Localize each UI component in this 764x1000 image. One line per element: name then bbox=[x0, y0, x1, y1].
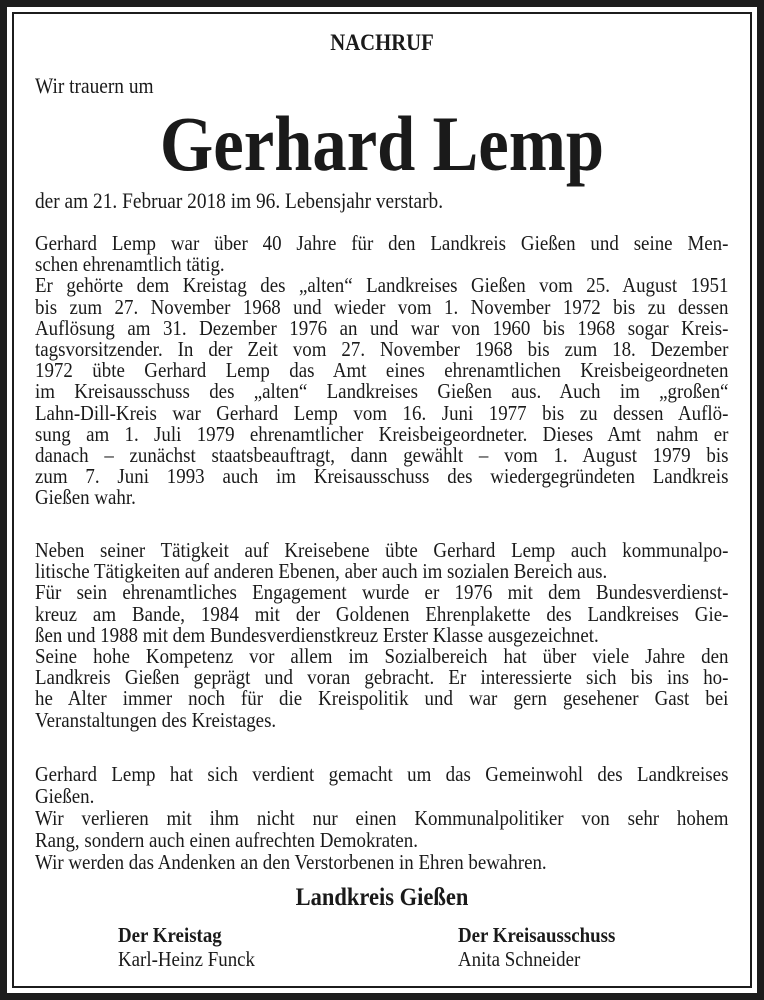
signature-kreistag bbox=[118, 923, 255, 971]
text-line: zum 7. Juni 1993 auch im Kreisausschuss des wiedergegründeten Landkreis bbox=[35, 464, 729, 489]
signature-title: Der Kreisausschuss bbox=[458, 923, 616, 947]
signature-name: Anita Schneider bbox=[458, 947, 581, 971]
text-line: Gerhard Lemp hat sich verdient gemacht um das Gemeinwohl des Landkreises bbox=[35, 762, 729, 786]
text-line: Veranstaltungen des Kreistages. bbox=[35, 707, 277, 732]
paragraph-1 bbox=[35, 233, 728, 509]
text-line: Neben seiner Tätigkeit auf Kreisebene übte Gerhard Lemp auch kommunalpo- bbox=[35, 538, 729, 562]
deceased-name: Gerhard Lemp bbox=[159, 100, 605, 187]
text-line: schen ehrenamtlich tätig. bbox=[35, 252, 225, 277]
text-line: litische Tätigkeiten auf anderen Ebenen, aber auch im sozialen Bereich aus. bbox=[35, 559, 608, 584]
text-line: Auflösung am 31. Dezember 1976 an und war von 1960 bis 1968 sogar Kreis- bbox=[35, 315, 729, 340]
text-line: Gerhard Lemp war über 40 Jahre für den Landkreis Gießen und seine Men- bbox=[35, 231, 729, 255]
text-line: Rang, sondern auch einen aufrechten Demokraten. bbox=[35, 828, 418, 852]
text-line: Für sein ehrenamtliches Engagement wurde er 1976 mit dem Bundesverdienst- bbox=[35, 580, 729, 605]
text-line: kreuz am Bande, 1984 mit der Goldenen Ehrenplakette des Landkreises Gie- bbox=[35, 601, 729, 626]
text-line: Landkreis Gießen geprägt und voran gebracht. Er interessierte sich bis ins ho- bbox=[35, 665, 729, 690]
text-line: danach – zunächst staatsbeauftragt, dann gewählt – vom 1. August 1979 bis bbox=[35, 443, 729, 468]
intro-text: Wir trauern um bbox=[35, 73, 154, 98]
text-line: im Kreisausschuss des „alten“ Landkreises Gießen aus. Auch im „großen“ bbox=[35, 379, 729, 404]
text-line: ßen und 1988 mit dem Bundesverdienstkreuz Erster Klasse ausgezeichnet. bbox=[35, 622, 599, 647]
organization-name: Landkreis Gießen bbox=[295, 884, 469, 911]
heading: NACHRUF bbox=[330, 30, 434, 55]
text-line: bis zum 27. November 1968 und wieder vom 1. November 1972 bis zu dessen bbox=[35, 294, 729, 319]
text-line: 1972 übte Gerhard Lemp das Amt eines ehrenamtlichen Kreisbeigeordneten bbox=[35, 358, 729, 383]
signature-name: Karl-Heinz Funck bbox=[118, 947, 255, 971]
signature-title: Der Kreistag bbox=[118, 923, 222, 947]
text-line: tagsvorsitzender. In der Zeit vom 27. November 1968 bis zum 18. Dezember bbox=[35, 337, 729, 362]
text-line: Gießen. bbox=[35, 784, 95, 808]
signature-kreisausschuss bbox=[458, 923, 615, 971]
text-line: Lahn-Dill-Kreis war Gerhard Lemp vom 16. Juni 1977 bis zu dessen Auflö- bbox=[35, 400, 729, 425]
text-line: he Alter immer noch für die Kreispolitik und war gern gesehener Gast bei bbox=[35, 686, 729, 711]
text-line: Wir verlieren mit ihm nicht nur einen Kommunalpolitiker von sehr hohem bbox=[35, 806, 729, 830]
text-line: Er gehörte dem Kreistag des „alten“ Landkreises Gießen vom 25. August 1951 bbox=[35, 273, 729, 298]
paragraph-3 bbox=[35, 763, 728, 873]
text-line: Wir werden das Andenken an den Verstorbenen in Ehren bewahren. bbox=[35, 850, 547, 874]
death-line: der am 21. Februar 2018 im 96. Lebensjahr verstarb. bbox=[35, 188, 444, 213]
text-line: Gießen wahr. bbox=[35, 485, 136, 510]
text-line: Seine hohe Kompetenz vor allem im Sozialbereich hat über viele Jahre den bbox=[35, 644, 729, 669]
paragraph-2 bbox=[35, 540, 728, 731]
text-line: sung am 1. Juli 1979 ehrenamtlicher Kreisbeigeordneter. Dieses Amt nahm er bbox=[35, 421, 729, 446]
